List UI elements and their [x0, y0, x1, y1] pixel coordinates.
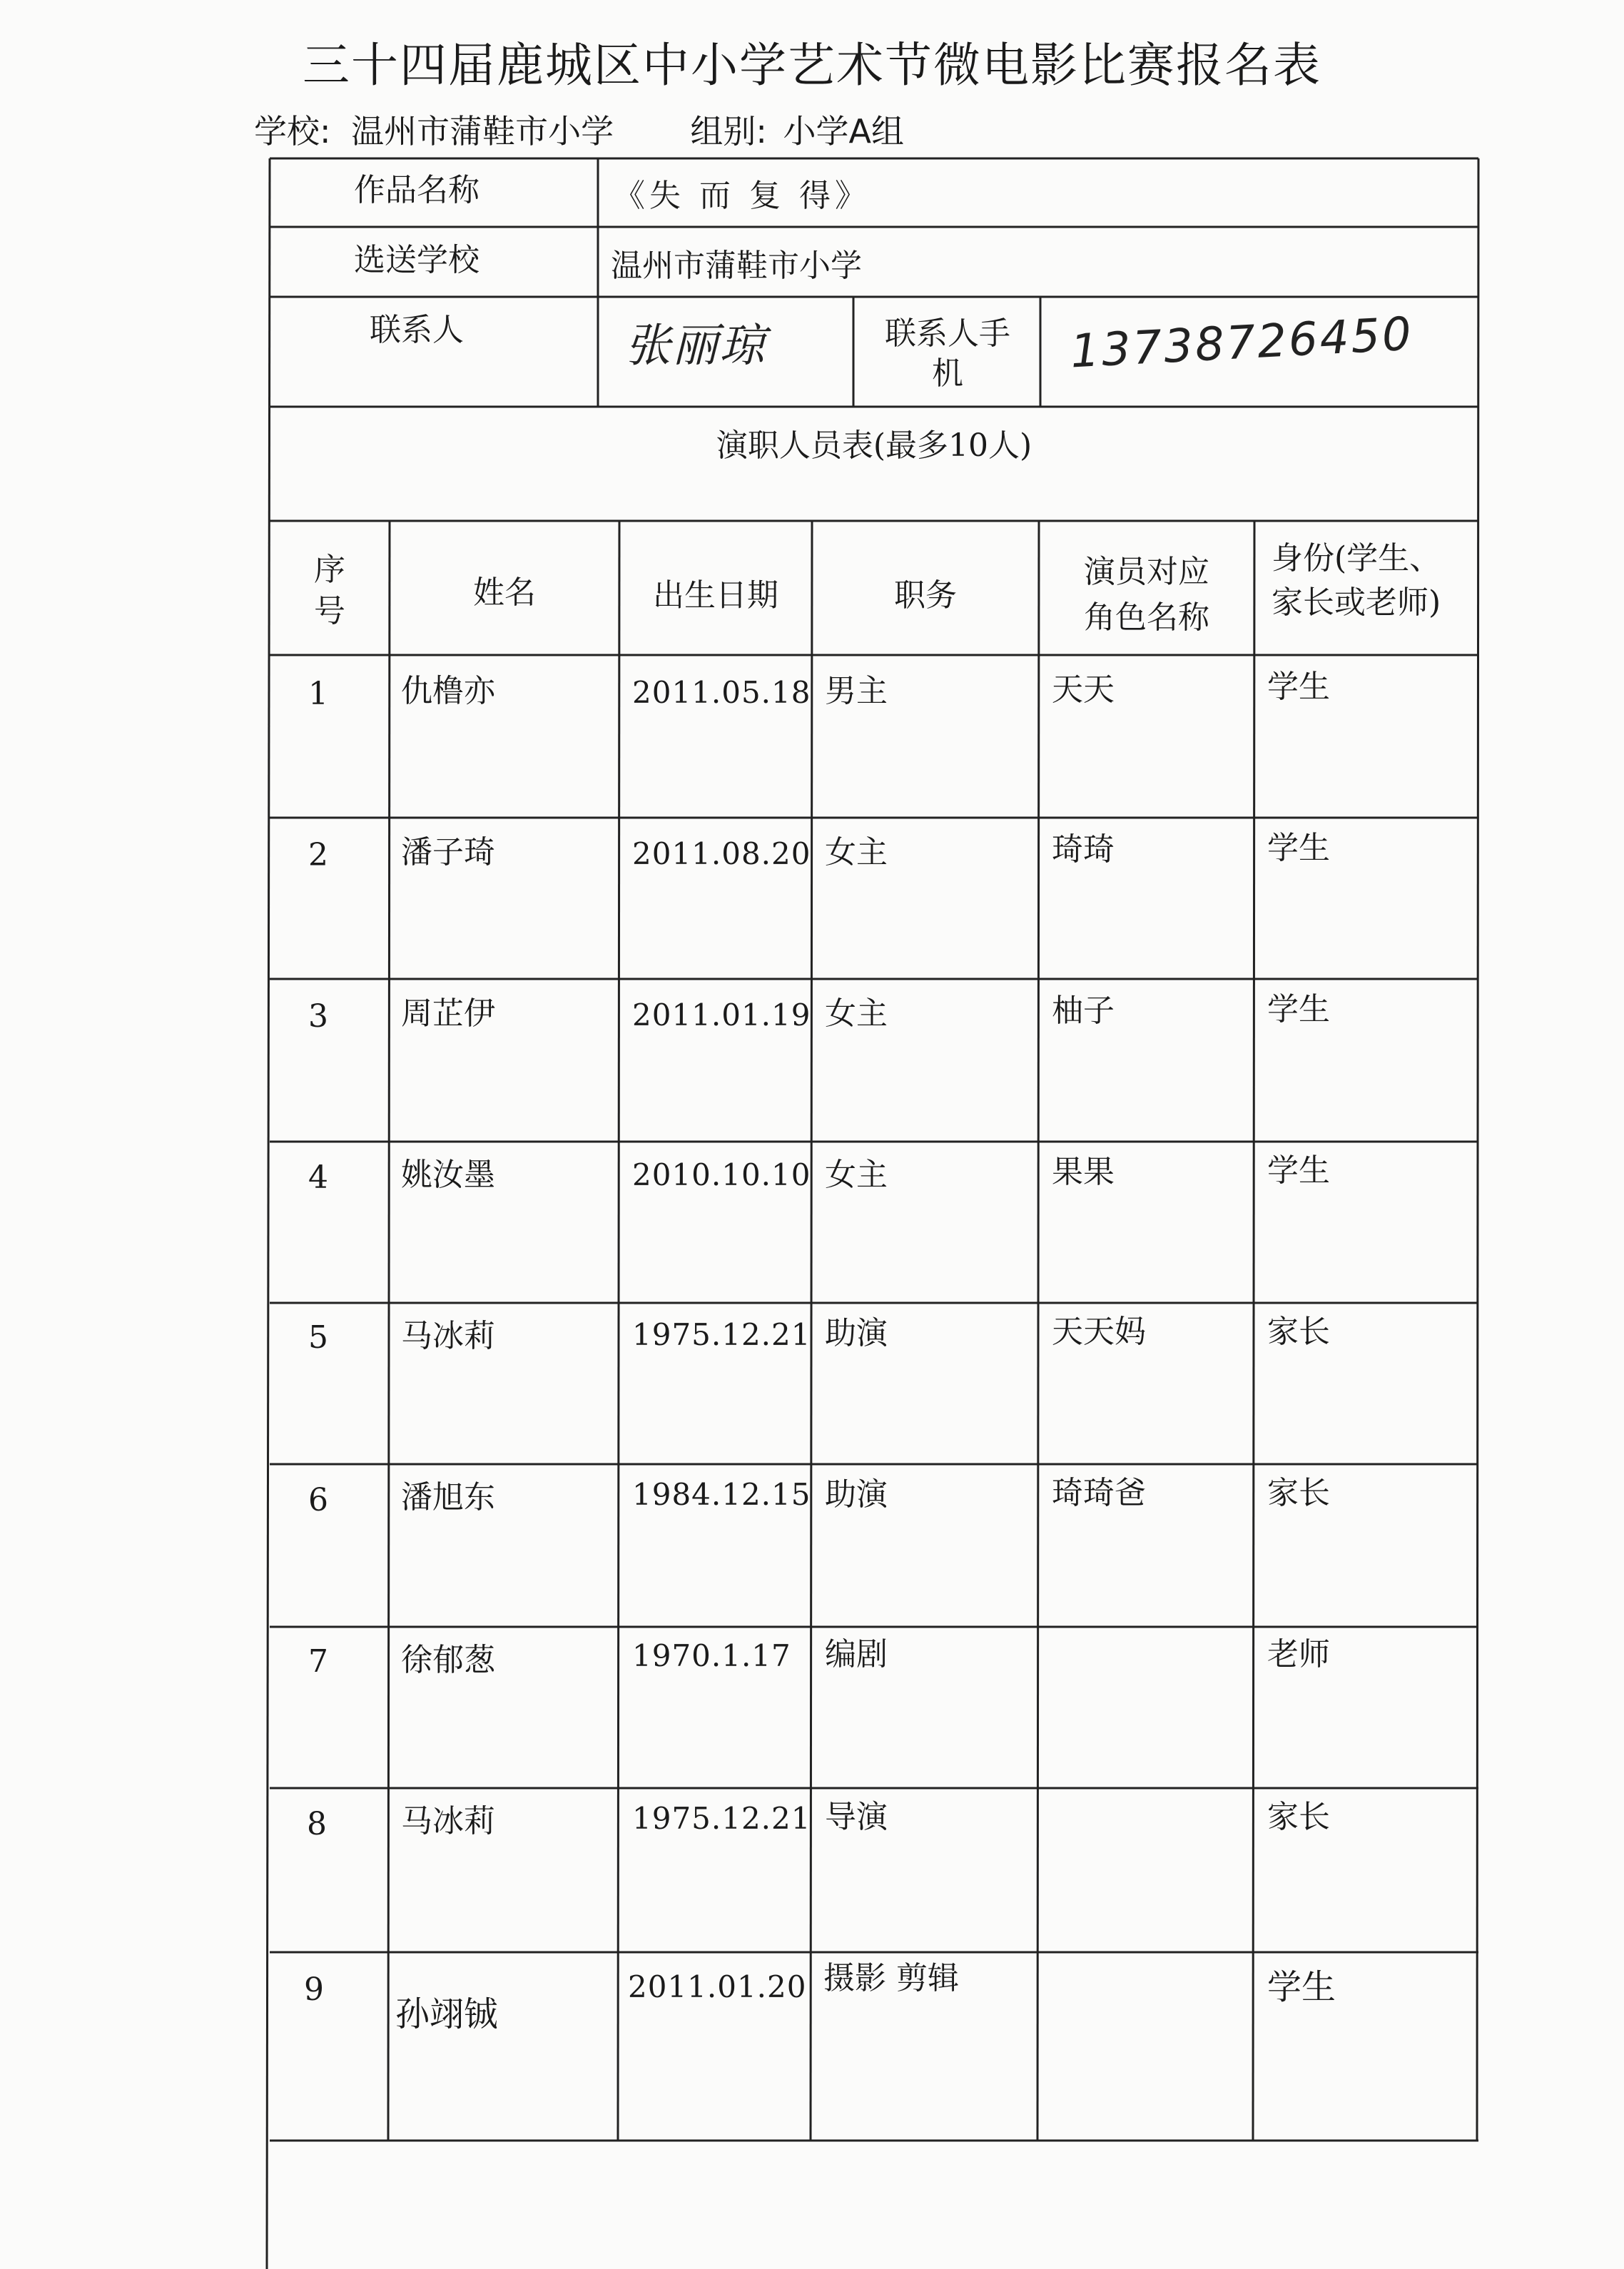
row-identity: 学生 [1267, 1967, 1336, 2007]
row-no: 5 [308, 1319, 328, 1356]
school-value: 温州市蒲鞋市小学 [351, 112, 614, 151]
row-birth: 1975.12.21 [632, 1801, 811, 1836]
col-header-name: 姓名 [473, 574, 536, 611]
cast-table-title: 演职人员表(最多10人) [716, 427, 1032, 464]
row-role: 助演 [825, 1315, 888, 1351]
row-role: 摄影 剪辑 [823, 1960, 959, 1996]
row-role: 女主 [825, 834, 888, 870]
group-value: 小学A组 [783, 112, 904, 151]
page-title: 三十四届鹿城区中小学艺术节微电影比赛报名表 [303, 38, 1321, 93]
phone-label-line1: 联系人手 [885, 315, 1010, 352]
row-name: 仇橹亦 [401, 673, 495, 709]
row-name: 潘子琦 [401, 834, 495, 870]
col-header-identity-line2: 家长或老师) [1272, 584, 1441, 621]
col-header-no [270, 549, 390, 632]
row-no: 1 [308, 676, 328, 712]
col-header-character [1039, 549, 1254, 641]
row-birth: 2011.08.20 [632, 836, 811, 871]
row-name: 徐郁葱 [401, 1642, 495, 1678]
row-no: 2 [308, 837, 328, 873]
row-character: 柚子 [1052, 993, 1115, 1029]
contact-signature: 张丽琼 [625, 320, 766, 372]
school-sent-value: 温州市蒲鞋市小学 [611, 248, 862, 284]
row-no: 8 [307, 1806, 327, 1842]
col-header-character-line1: 演员对应 [1084, 554, 1209, 590]
row-name: 姚汝墨 [401, 1157, 495, 1193]
contact-label: 联系人 [370, 312, 464, 348]
col-header-role: 职务 [894, 577, 957, 614]
row-character: 果果 [1052, 1154, 1115, 1190]
row-birth: 2011.05.18 [632, 675, 811, 710]
col-header-no-line2: 号 [314, 593, 345, 629]
col-header-character-line2: 角色名称 [1084, 599, 1209, 636]
col-header-birth: 出生日期 [653, 577, 778, 614]
phone-label [856, 314, 1039, 394]
row-identity: 家长 [1267, 1475, 1330, 1511]
row-character: 琦琦爸 [1052, 1475, 1146, 1511]
row-no: 3 [308, 998, 328, 1035]
row-birth: 1970.1.17 [632, 1638, 791, 1673]
row-role: 导演 [825, 1799, 888, 1835]
row-role: 编剧 [825, 1636, 888, 1672]
row-no: 9 [304, 1971, 324, 2008]
row-identity: 学生 [1267, 830, 1330, 866]
col-header-no-line1: 序 [314, 552, 345, 588]
col-header-identity [1272, 537, 1441, 625]
row-birth: 2010.10.10 [632, 1157, 811, 1192]
row-name: 孙翊铖 [395, 1994, 499, 2034]
row-name: 马冰莉 [401, 1803, 495, 1839]
work-name-value: 《失 而 复 得》 [614, 178, 871, 214]
school-label: 学校: [254, 112, 331, 151]
group-label: 组别: [690, 112, 767, 151]
row-identity: 学生 [1267, 991, 1330, 1027]
row-identity: 家长 [1267, 1314, 1330, 1350]
row-character: 天天 [1052, 671, 1115, 708]
row-no: 4 [308, 1159, 328, 1196]
row-identity: 学生 [1267, 1152, 1330, 1189]
row-name: 周芷伊 [401, 995, 495, 1032]
phone-label-line2: 机 [932, 355, 963, 392]
col-header-identity-line1: 身份(学生、 [1272, 540, 1441, 577]
row-identity: 家长 [1267, 1799, 1330, 1835]
row-identity: 老师 [1267, 1636, 1330, 1672]
row-birth: 1984.12.15 [632, 1477, 811, 1512]
row-birth: 2011.01.20 [628, 1969, 807, 2004]
row-role: 女主 [825, 995, 888, 1032]
row-birth: 1975.12.21 [632, 1317, 811, 1352]
phone-value: 13738726450 [1069, 308, 1415, 379]
work-name-label: 作品名称 [354, 172, 479, 208]
row-role: 男主 [825, 673, 888, 709]
row-identity: 学生 [1267, 669, 1330, 705]
row-no: 6 [308, 1482, 328, 1518]
row-character: 琦琦 [1052, 831, 1115, 868]
row-character: 天天妈 [1052, 1314, 1146, 1350]
row-name: 潘旭东 [401, 1479, 495, 1516]
school-sent-label: 选送学校 [354, 242, 479, 278]
row-name: 马冰莉 [401, 1318, 495, 1354]
row-no: 7 [308, 1643, 328, 1680]
row-role: 女主 [825, 1157, 888, 1193]
row-birth: 2011.01.19 [632, 998, 811, 1032]
row-role: 助演 [825, 1476, 888, 1513]
